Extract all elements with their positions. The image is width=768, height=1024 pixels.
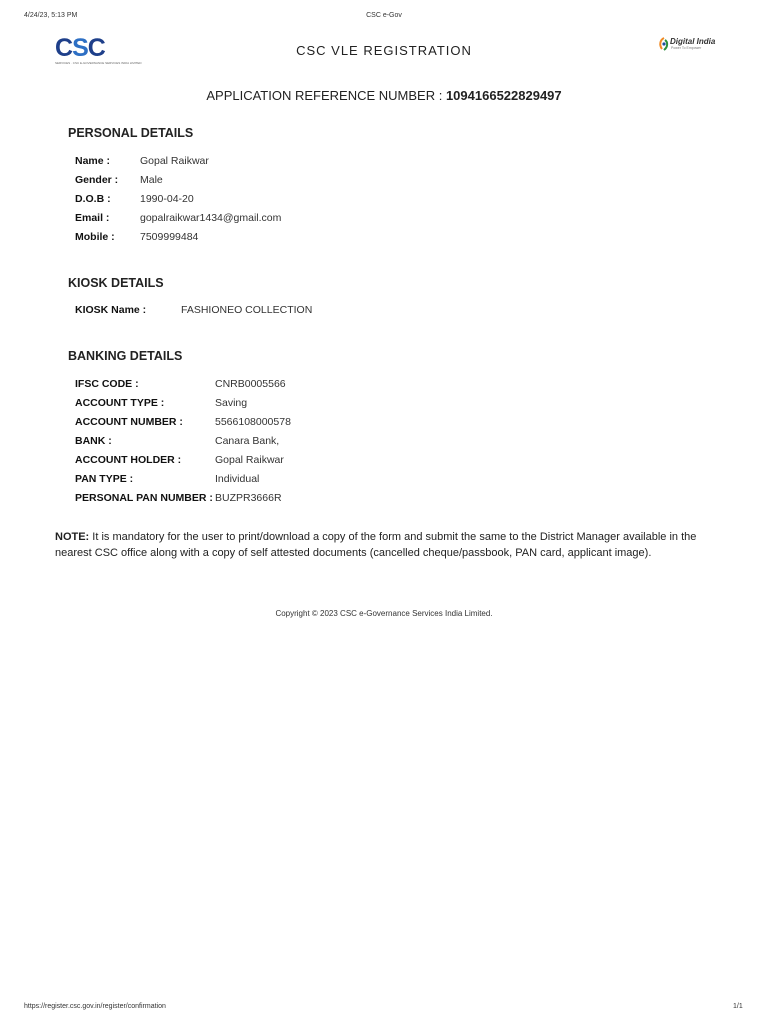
- digital-india-logo: [658, 35, 718, 55]
- page-title: CSC VLE REGISTRATION: [296, 43, 472, 58]
- row-label: ACCOUNT TYPE :: [75, 397, 165, 409]
- row-value: FASHIONEO COLLECTION: [181, 304, 313, 316]
- row-value: Saving: [215, 397, 248, 409]
- personal-row: [75, 152, 209, 171]
- row-label: KIOSK Name :: [75, 304, 147, 316]
- note-label: NOTE:: [55, 531, 90, 543]
- banking-row: [75, 413, 291, 432]
- application-reference: [0, 88, 768, 103]
- application-reference-number: 1094166522829497: [445, 88, 562, 103]
- banking-row: [75, 470, 259, 489]
- row-label: Name :: [75, 155, 111, 167]
- print-url: https://register.csc.gov.in/register/confirmation: [24, 1003, 166, 1010]
- personal-row: [75, 228, 198, 247]
- kiosk-details-heading: KIOSK DETAILS: [68, 276, 164, 290]
- kiosk-row: [75, 301, 312, 320]
- banking-row: [75, 394, 247, 413]
- row-value: Male: [140, 174, 163, 186]
- banking-row: [75, 375, 286, 394]
- row-value: CNRB0005566: [215, 378, 286, 390]
- banking-row: [75, 432, 279, 451]
- banking-row: [75, 489, 282, 508]
- row-value: 7509999484: [140, 231, 199, 243]
- row-label: D.O.B :: [75, 193, 111, 205]
- row-label: BANK :: [75, 435, 112, 447]
- row-value: Gopal Raikwar: [215, 454, 284, 466]
- csc-logo-c2: C: [87, 34, 105, 62]
- row-label: Gender :: [75, 174, 119, 186]
- print-page-title: CSC e-Gov: [366, 12, 402, 19]
- mandatory-note: [55, 530, 705, 561]
- print-page-number: 1/1: [733, 1003, 743, 1010]
- personal-details-heading: PERSONAL DETAILS: [68, 126, 194, 140]
- row-value: gopalraikwar1434@gmail.com: [140, 212, 282, 224]
- banking-row: [75, 451, 284, 470]
- row-value: Gopal Raikwar: [140, 155, 209, 167]
- row-value: BUZPR3666R: [215, 492, 282, 504]
- row-label: PERSONAL PAN NUMBER :: [75, 492, 213, 504]
- row-value: Individual: [215, 473, 260, 485]
- csc-logo-tagline: SERVICES · CSC E-GOVERNANCE SERVICES INDIA LIMITED: [55, 61, 142, 65]
- row-value: 1990-04-20: [140, 193, 194, 205]
- copyright: Copyright © 2023 CSC e-Governance Services India Limited.: [275, 609, 493, 618]
- print-datetime: 4/24/23, 5:13 PM: [24, 12, 78, 19]
- row-label: IFSC CODE :: [75, 378, 139, 390]
- banking-details-heading: BANKING DETAILS: [68, 349, 183, 363]
- row-label: ACCOUNT NUMBER :: [75, 416, 183, 428]
- row-value: 5566108000578: [215, 416, 291, 428]
- csc-logo-s: S: [72, 34, 88, 62]
- digital-india-icon: [658, 37, 670, 51]
- digital-india-text: Digital India: [670, 37, 716, 46]
- csc-logo-c1: C: [55, 34, 73, 62]
- personal-row: [75, 190, 194, 209]
- row-label: ACCOUNT HOLDER :: [75, 454, 182, 466]
- digital-india-tagline: Power To Empower: [671, 46, 702, 50]
- row-label: PAN TYPE :: [75, 473, 134, 485]
- row-label: Mobile :: [75, 231, 115, 243]
- note-text: It is mandatory for the user to print/download a copy of the form and submit the same to the District Manager available in the nearest CSC office along with a copy of self attested documents (cancelled cheque/passbook, PAN card, applicant image).: [55, 531, 697, 559]
- row-label: Email :: [75, 212, 110, 224]
- row-value: Canara Bank,: [215, 435, 280, 447]
- personal-row: [75, 171, 163, 190]
- personal-row: [75, 209, 281, 228]
- application-reference-label: APPLICATION REFERENCE NUMBER :: [206, 88, 443, 103]
